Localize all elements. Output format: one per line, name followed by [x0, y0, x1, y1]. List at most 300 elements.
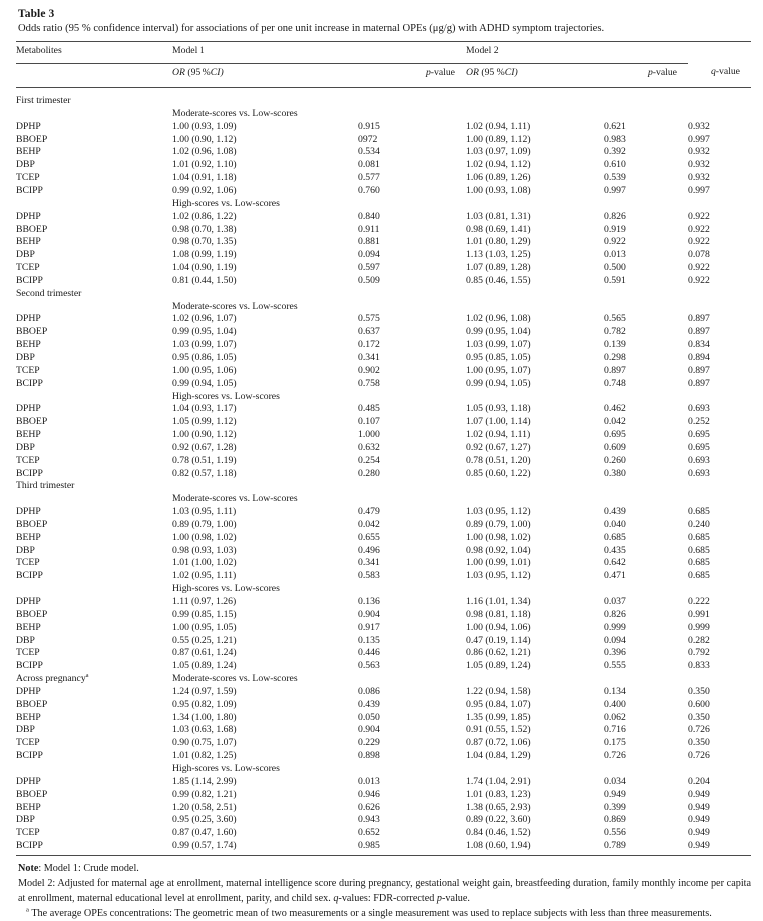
- p-value-model2: 0.869: [604, 814, 626, 826]
- p-value-model2: 0.034: [604, 775, 626, 787]
- or-ci-model2: 1.00 (0.98, 1.02): [466, 531, 531, 543]
- p-value-model1: 0.575: [358, 313, 380, 325]
- or-ci-model2: 0.47 (0.19, 1.14): [466, 634, 531, 646]
- q-value: 0.897: [688, 326, 710, 338]
- or-ci-model1: 0.95 (0.25, 3.60): [172, 814, 237, 826]
- or-ci-model1: 1.20 (0.58, 2.51): [172, 801, 237, 813]
- group-label: High-scores vs. Low-scores: [172, 583, 280, 595]
- p-value-model1: 0.632: [358, 441, 380, 453]
- or-ci-model1: 1.00 (0.98, 1.02): [172, 531, 237, 543]
- p-value-model2: 0.380: [604, 467, 626, 479]
- or-ci-model1: 1.02 (0.96, 1.07): [172, 313, 237, 325]
- group-header-row: [16, 493, 751, 506]
- metabolite-name: TCEP: [16, 737, 40, 749]
- metabolite-name: BBOEP: [16, 608, 48, 620]
- p-value-model1: 0.652: [358, 827, 380, 839]
- metabolite-name: BBOEP: [16, 416, 48, 428]
- p-value-model1: 0.341: [358, 351, 380, 363]
- table-row: [16, 428, 751, 441]
- metabolite-name: BEHP: [16, 429, 41, 441]
- p-value-model2: 0.400: [604, 698, 626, 710]
- p-value-model1: 0.485: [358, 403, 380, 415]
- group-header-row: [16, 762, 751, 775]
- or-ci-model1: 1.00 (0.90, 1.12): [172, 429, 237, 441]
- p-value-model2: 0.555: [604, 660, 626, 672]
- or-ci-model1: 0.99 (0.94, 1.05): [172, 377, 237, 389]
- p-value-model2: 0.042: [604, 416, 626, 428]
- p-value-model2: 0.782: [604, 326, 626, 338]
- or-ci-model1: 0.78 (0.51, 1.19): [172, 454, 237, 466]
- header-metabolites: Metabolites: [16, 42, 172, 64]
- q-value: 0.685: [688, 531, 710, 543]
- note-bold-label: Note: [18, 863, 39, 875]
- table-row: [16, 634, 751, 647]
- metabolite-name: TCEP: [16, 364, 40, 376]
- or-ci-model2: 1.05 (0.93, 1.18): [466, 403, 531, 415]
- note-q-letter: q: [333, 892, 339, 904]
- p-value-model2: 0.462: [604, 403, 626, 415]
- q-value: 0.685: [688, 557, 710, 569]
- metabolite-name: DPHP: [16, 210, 41, 222]
- table-row: [16, 351, 751, 364]
- note-line-2-part-c: -value.: [441, 892, 470, 904]
- group-blank: [16, 300, 172, 313]
- q-value: 0.932: [688, 159, 710, 171]
- metabolite-name: DPHP: [16, 403, 41, 415]
- q-value: 0.204: [688, 775, 710, 787]
- table-row: [16, 737, 751, 750]
- p-value-model1: 0.881: [358, 236, 380, 248]
- or-ci-model2: 1.04 (0.84, 1.29): [466, 750, 531, 762]
- table-row: [16, 775, 751, 788]
- table-row: [16, 210, 751, 223]
- or-ci-model2: 1.35 (0.99, 1.85): [466, 711, 531, 723]
- table-caption: Odds ratio (95 % confidence interval) for associations of per one unit increase in maternal OPEs (μg/g) with ADHD symptom trajectories.: [18, 23, 605, 34]
- metabolite-name: BCIPP: [16, 467, 43, 479]
- p-value-model2: 0.565: [604, 313, 626, 325]
- metabolite-name: DPHP: [16, 313, 41, 325]
- table-row: [16, 518, 751, 531]
- q-value: 0.222: [688, 596, 710, 608]
- metabolite-name: BCIPP: [16, 185, 43, 197]
- q-value: 0.834: [688, 339, 710, 351]
- group-blank: [16, 107, 172, 120]
- or-ci-model1: 0.99 (0.85, 1.15): [172, 608, 237, 620]
- table-row: [16, 249, 751, 262]
- group-blank: [16, 390, 172, 403]
- section-header-row: [16, 480, 751, 493]
- table-row: [16, 223, 751, 236]
- or-ci-model2: 0.95 (0.84, 1.07): [466, 698, 531, 710]
- p-value-model2: 0.716: [604, 724, 626, 736]
- p-value-model1: 0.902: [358, 364, 380, 376]
- or-ci-model2: 1.02 (0.94, 1.11): [466, 120, 531, 132]
- section-blank: [172, 287, 751, 300]
- q-value: 0.897: [688, 377, 710, 389]
- p-value-model2: 0.556: [604, 827, 626, 839]
- q-value: 0.999: [688, 621, 710, 633]
- section-header-row: [16, 673, 751, 686]
- metabolite-name: DBP: [16, 441, 35, 453]
- or-ci-model1: 1.02 (0.95, 1.11): [172, 570, 237, 582]
- p-value-model1: 0.583: [358, 570, 380, 582]
- metabolite-name: DPHP: [16, 775, 41, 787]
- section-label: Second trimester: [16, 287, 82, 299]
- metabolite-name: DBP: [16, 159, 35, 171]
- p-value-model1: 0.050: [358, 711, 380, 723]
- note-line-1-text: : Model 1: Crude model.: [38, 863, 139, 875]
- or-ci-model2: 1.07 (1.00, 1.14): [466, 416, 531, 428]
- table-notes: [18, 862, 751, 921]
- p-value-model1: 0.943: [358, 814, 380, 826]
- p-value-model2: 0.037: [604, 596, 626, 608]
- or-ci-model1: 0.99 (0.82, 1.21): [172, 788, 237, 800]
- or-ci-model1: 0.82 (0.57, 1.18): [172, 467, 237, 479]
- q-value: 0.685: [688, 544, 710, 556]
- q-value: 0.252: [688, 416, 710, 428]
- table-row: [16, 403, 751, 416]
- or-ci-model1: 0.99 (0.57, 1.74): [172, 840, 237, 852]
- metabolite-name: DBP: [16, 249, 35, 261]
- or-ci-model2: 1.22 (0.94, 1.58): [466, 685, 531, 697]
- p-value-model1: 0.534: [358, 146, 380, 158]
- or-ci-model1: 1.34 (1.00, 1.80): [172, 711, 237, 723]
- table-row: [16, 133, 751, 146]
- table-row: [16, 801, 751, 814]
- or-ci-model1: 0.98 (0.93, 1.03): [172, 544, 237, 556]
- p-value-model1: 1.000: [358, 429, 380, 441]
- q-value: 0.350: [688, 711, 710, 723]
- note-line-2: [18, 877, 751, 907]
- metabolite-name: TCEP: [16, 454, 40, 466]
- p-value-model2: 0.539: [604, 172, 626, 184]
- p-value-model1: 0.107: [358, 416, 380, 428]
- table-row: [16, 313, 751, 326]
- or-ci-model2: 1.00 (0.94, 1.06): [466, 621, 531, 633]
- p-value-model2: 0.094: [604, 634, 626, 646]
- q-value: 0.922: [688, 262, 710, 274]
- row-spacer: [16, 88, 751, 95]
- or-ci-model2: 1.02 (0.94, 1.11): [466, 429, 531, 441]
- or-ci-model1: 1.04 (0.93, 1.17): [172, 403, 237, 415]
- or-ci-model1: 1.03 (0.95, 1.11): [172, 506, 237, 518]
- p-value-model1: 0.563: [358, 660, 380, 672]
- q-value: 0.350: [688, 685, 710, 697]
- q-value: 0.949: [688, 827, 710, 839]
- p-value-model2: 0.897: [604, 364, 626, 376]
- metabolite-name: TCEP: [16, 557, 40, 569]
- p-value-model1: 0.577: [358, 172, 380, 184]
- or-ci-model2: 0.98 (0.92, 1.04): [466, 544, 531, 556]
- p-value-model2: 0.298: [604, 351, 626, 363]
- table-rule-bottom: [16, 856, 751, 857]
- table-row: [16, 146, 751, 159]
- or-ci-model2: 1.02 (0.96, 1.08): [466, 313, 531, 325]
- p-value-model2: 0.726: [604, 750, 626, 762]
- table-row: [16, 172, 751, 185]
- p-value-model2: 0.260: [604, 454, 626, 466]
- q-value: 0.350: [688, 737, 710, 749]
- p-value-model2: 0.392: [604, 146, 626, 158]
- q-value: 0.726: [688, 724, 710, 736]
- p-value-model2: 0.134: [604, 685, 626, 697]
- header-row-groups: [16, 42, 751, 64]
- or-ci-model1: 1.04 (0.91, 1.18): [172, 172, 237, 184]
- metabolite-name: BBOEP: [16, 223, 48, 235]
- or-ci-model1: 1.00 (0.95, 1.06): [172, 364, 237, 376]
- group-label: Moderate-scores vs. Low-scores: [172, 493, 298, 505]
- or-ci-model1: 0.99 (0.95, 1.04): [172, 326, 237, 338]
- group-label: Moderate-scores vs. Low-scores: [172, 673, 298, 685]
- table-row: [16, 184, 751, 197]
- p-value-model2: 0.922: [604, 236, 626, 248]
- note-line-1: [18, 862, 751, 877]
- q-value: 0.600: [688, 698, 710, 710]
- header-p-value-model1: p-value: [425, 66, 455, 78]
- p-value-model2: 0.396: [604, 647, 626, 659]
- p-value-model1: 0.911: [358, 223, 380, 235]
- p-value-model2: 0.826: [604, 608, 626, 620]
- or-ci-model1: 0.95 (0.86, 1.05): [172, 351, 237, 363]
- rule: [16, 856, 751, 857]
- q-value: 0.932: [688, 120, 710, 132]
- header-blank: [16, 63, 172, 87]
- p-value-model1: 0972: [358, 133, 378, 145]
- or-ci-model2: 0.91 (0.55, 1.52): [466, 724, 531, 736]
- p-value-model2: 0.748: [604, 377, 626, 389]
- p-value-model1: 0.915: [358, 120, 380, 132]
- p-value-model1: 0.904: [358, 608, 380, 620]
- q-value: 0.695: [688, 441, 710, 453]
- metabolite-name: TCEP: [16, 172, 40, 184]
- p-value-model1: 0.758: [358, 377, 380, 389]
- metabolite-name: BEHP: [16, 236, 41, 248]
- table-row: [16, 120, 751, 133]
- p-value-model2: 0.439: [604, 506, 626, 518]
- table-row: [16, 531, 751, 544]
- metabolite-name: BEHP: [16, 621, 41, 633]
- p-value-model1: 0.597: [358, 262, 380, 274]
- table-row: [16, 647, 751, 660]
- group-label: High-scores vs. Low-scores: [172, 390, 280, 402]
- metabolite-name: DBP: [16, 634, 35, 646]
- p-value-model2: 0.040: [604, 518, 626, 530]
- metabolite-name: BEHP: [16, 711, 41, 723]
- group-blank: [16, 583, 172, 596]
- section-blank: [172, 480, 751, 493]
- or-ci-model2: 1.00 (0.89, 1.12): [466, 133, 531, 145]
- or-ci-model2: 1.03 (0.95, 1.12): [466, 506, 531, 518]
- or-ci-model1: 1.08 (0.99, 1.19): [172, 249, 237, 261]
- q-value: 0.282: [688, 634, 710, 646]
- group-header-row: [16, 390, 751, 403]
- section-label: First trimester: [16, 95, 71, 107]
- or-ci-model2: 1.07 (0.89, 1.28): [466, 262, 531, 274]
- table-row: [16, 698, 751, 711]
- or-ci-model1: 1.03 (0.99, 1.07): [172, 339, 237, 351]
- q-value: 0.997: [688, 133, 710, 145]
- or-ci-model2: 1.74 (1.04, 2.91): [466, 775, 531, 787]
- table-row: [16, 750, 751, 763]
- p-value-model1: 0.626: [358, 801, 380, 813]
- q-value: 0.695: [688, 429, 710, 441]
- q-value: 0.932: [688, 172, 710, 184]
- or-ci-model2: 1.03 (0.81, 1.31): [466, 210, 531, 222]
- or-ci-model1: 1.11 (0.97, 1.26): [172, 596, 237, 608]
- p-value-model1: 0.496: [358, 544, 380, 556]
- metabolite-name: DBP: [16, 351, 35, 363]
- or-ci-model1: 1.85 (1.14, 2.99): [172, 775, 237, 787]
- table-row: [16, 326, 751, 339]
- p-value-model2: 0.621: [604, 120, 626, 132]
- section-label: Third trimester: [16, 480, 75, 492]
- or-ci-model1: 1.01 (0.92, 1.10): [172, 159, 237, 171]
- table-row: [16, 506, 751, 519]
- table-row: [16, 814, 751, 827]
- table-row: [16, 377, 751, 390]
- table-row: [16, 711, 751, 724]
- p-value-model1: 0.136: [358, 596, 380, 608]
- header-spacer: [688, 42, 751, 64]
- group-label: Moderate-scores vs. Low-scores: [172, 300, 298, 312]
- or-ci-model1: 1.05 (0.89, 1.24): [172, 660, 237, 672]
- or-ci-model2: 0.95 (0.85, 1.05): [466, 351, 531, 363]
- metabolite-name: BBOEP: [16, 518, 48, 530]
- or-ci-model2: 0.99 (0.94, 1.05): [466, 377, 531, 389]
- or-ci-model1: 0.81 (0.44, 1.50): [172, 274, 237, 286]
- header-or-ci-model1: OR (95 %CI): [172, 66, 224, 78]
- or-ci-model2: 1.13 (1.03, 1.25): [466, 249, 531, 261]
- p-value-model1: 0.946: [358, 788, 380, 800]
- or-ci-model2: 1.00 (0.95, 1.07): [466, 364, 531, 376]
- or-ci-model2: 1.05 (0.89, 1.24): [466, 660, 531, 672]
- table-row: [16, 236, 751, 249]
- q-value: 0.949: [688, 814, 710, 826]
- p-value-model1: 0.439: [358, 698, 380, 710]
- p-value-model1: 0.013: [358, 775, 380, 787]
- p-value-model2: 0.175: [604, 737, 626, 749]
- q-value: 0.792: [688, 647, 710, 659]
- q-value: 0.897: [688, 313, 710, 325]
- table-number-label: Table 3: [18, 8, 55, 20]
- metabolite-name: TCEP: [16, 262, 40, 274]
- or-ci-model1: 1.00 (0.90, 1.12): [172, 133, 237, 145]
- p-value-model2: 0.826: [604, 210, 626, 222]
- or-ci-model2: 1.01 (0.83, 1.23): [466, 788, 531, 800]
- p-value-model2: 0.399: [604, 801, 626, 813]
- group-blank: [16, 197, 172, 210]
- table-row: [16, 621, 751, 634]
- or-ci-model2: 1.16 (1.01, 1.34): [466, 596, 531, 608]
- p-value-model1: 0.135: [358, 634, 380, 646]
- or-ci-model2: 1.00 (0.93, 1.08): [466, 185, 531, 197]
- or-ci-model1: 0.99 (0.92, 1.06): [172, 185, 237, 197]
- q-value: 0.726: [688, 750, 710, 762]
- p-value-model1: 0.341: [358, 557, 380, 569]
- footnote-marker: a: [26, 906, 29, 914]
- metabolite-name: BCIPP: [16, 750, 43, 762]
- table-row: [16, 339, 751, 352]
- or-ci-model1: 0.98 (0.70, 1.38): [172, 223, 237, 235]
- p-value-model2: 0.139: [604, 339, 626, 351]
- metabolite-name: TCEP: [16, 827, 40, 839]
- metabolite-name: DBP: [16, 814, 35, 826]
- note-line-2-part-a: Model 2: Adjusted for maternal age at enrollment, maternal intelligence score during pregnancy, gestational weight gain, breastfeeding duration, family monthly income per capita at enrollment, maternal educational level at enrollment, parity, and child sex.: [18, 878, 751, 904]
- or-ci-model1: 0.55 (0.25, 1.21): [172, 634, 237, 646]
- or-ci-model2: 1.38 (0.65, 2.93): [466, 801, 531, 813]
- or-ci-model1: 0.87 (0.61, 1.24): [172, 647, 237, 659]
- p-value-model1: 0.042: [358, 518, 380, 530]
- section-label: Across pregnancy$^a$: [16, 671, 89, 685]
- metabolite-name: TCEP: [16, 647, 40, 659]
- footnote-a-text: The average OPEs concentrations: The geometric mean of two measurements or a single measurement was used to replace subjects with less than three measurements.: [31, 907, 712, 919]
- or-ci-model1: 1.00 (0.93, 1.09): [172, 120, 237, 132]
- table-row: [16, 827, 751, 840]
- q-value: 0.078: [688, 249, 710, 261]
- or-ci-model1: 0.89 (0.79, 1.00): [172, 518, 237, 530]
- p-value-model2: 0.919: [604, 223, 626, 235]
- or-ci-model2: 0.85 (0.46, 1.55): [466, 274, 531, 286]
- q-value: 0.922: [688, 210, 710, 222]
- p-value-model1: 0.254: [358, 454, 380, 466]
- p-value-model1: 0.509: [358, 274, 380, 286]
- or-ci-model1: 1.02 (0.86, 1.22): [172, 210, 237, 222]
- or-ci-model2: 0.92 (0.67, 1.27): [466, 441, 531, 453]
- or-ci-model2: 1.03 (0.95, 1.12): [466, 570, 531, 582]
- p-value-model1: 0.637: [358, 326, 380, 338]
- or-ci-model2: 0.84 (0.46, 1.52): [466, 827, 531, 839]
- metabolite-name: BEHP: [16, 339, 41, 351]
- metabolite-name: BCIPP: [16, 274, 43, 286]
- table-row: [16, 724, 751, 737]
- table-row: [16, 595, 751, 608]
- q-value: 0.693: [688, 403, 710, 415]
- table-page: [0, 8, 763, 919]
- or-ci-model2: 1.00 (0.99, 1.01): [466, 557, 531, 569]
- p-value-model1: 0.760: [358, 185, 380, 197]
- spacer: [16, 88, 751, 95]
- p-value-model1: 0.280: [358, 467, 380, 479]
- p-value-model2: 0.500: [604, 262, 626, 274]
- or-ci-model1: 1.24 (0.97, 1.59): [172, 685, 237, 697]
- header-row-columns: [16, 63, 751, 87]
- or-ci-model2: 1.02 (0.94, 1.12): [466, 159, 531, 171]
- table-row: [16, 159, 751, 172]
- or-ci-model1: 0.92 (0.67, 1.28): [172, 441, 237, 453]
- metabolite-name: BCIPP: [16, 660, 43, 672]
- metabolite-name: BEHP: [16, 801, 41, 813]
- metabolite-name: BEHP: [16, 531, 41, 543]
- p-value-model1: 0.081: [358, 159, 380, 171]
- table-row: [16, 467, 751, 480]
- header-or-ci-model2: OR (95 %CI): [466, 66, 518, 78]
- p-value-model2: 0.949: [604, 788, 626, 800]
- note-p-letter: p: [436, 892, 442, 904]
- or-ci-model1: 1.04 (0.90, 1.19): [172, 262, 237, 274]
- table-row: [16, 416, 751, 429]
- table-row: [16, 685, 751, 698]
- header-model-1: Model 1: [172, 42, 466, 64]
- table-row: [16, 570, 751, 583]
- or-ci-model1: 1.01 (1.00, 1.02): [172, 557, 237, 569]
- q-value: 0.693: [688, 454, 710, 466]
- or-ci-model1: 1.00 (0.95, 1.05): [172, 621, 237, 633]
- q-value: 0.922: [688, 274, 710, 286]
- q-value: 0.949: [688, 788, 710, 800]
- p-value-model2: 0.013: [604, 249, 626, 261]
- header-model-2: Model 2: [466, 42, 688, 64]
- p-value-model2: 0.983: [604, 133, 626, 145]
